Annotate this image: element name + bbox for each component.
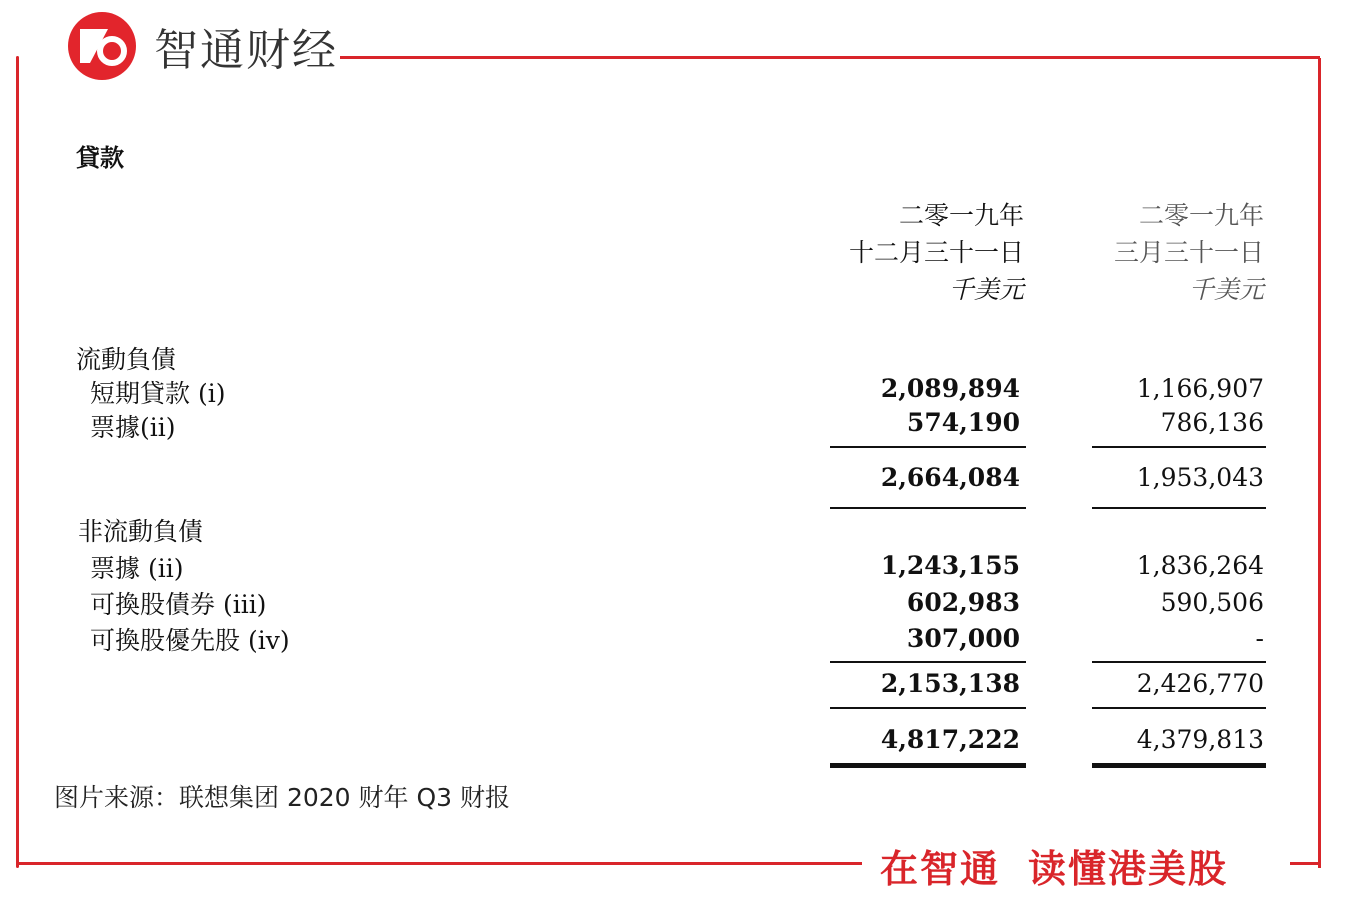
current-liabilities-heading: 流動負債 xyxy=(76,345,177,374)
row-value-dec: 2,089,894 xyxy=(880,374,1020,403)
total-dec: 4,817,222 xyxy=(880,725,1020,754)
slogan xyxy=(880,838,1228,893)
subtotal-rule xyxy=(830,507,1026,509)
frame-left-line xyxy=(16,56,19,868)
subtotal-rule xyxy=(830,446,1026,448)
current-subtotal-mar: 1,953,043 xyxy=(1136,463,1264,492)
row-label: 短期貸款 (i) xyxy=(90,379,226,408)
total-mar: 4,379,813 xyxy=(1136,725,1264,754)
subtotal-rule xyxy=(1092,661,1266,663)
total-double-rule xyxy=(1092,763,1266,768)
frame-top-line xyxy=(340,56,1320,59)
subtotal-rule xyxy=(1092,507,1266,509)
column-header-mar xyxy=(1040,197,1264,308)
column-header-date: 三月三十一日 xyxy=(1113,238,1264,267)
total-rule xyxy=(1092,707,1266,709)
column-header-date: 十二月三十一日 xyxy=(848,238,1024,267)
non-current-subtotal-dec: 2,153,138 xyxy=(880,669,1020,698)
row-value-dec: 1,243,155 xyxy=(880,551,1020,580)
slogan-right: 读懂港美股 xyxy=(1028,847,1229,891)
subtotal-rule xyxy=(1092,446,1266,448)
frame-bottom-right-line xyxy=(1290,862,1320,865)
slogan-left: 在智通 xyxy=(880,847,1001,891)
non-current-liabilities-heading: 非流動負債 xyxy=(78,517,204,546)
frame-right-line xyxy=(1318,58,1321,868)
row-value-mar: 786,136 xyxy=(1160,408,1264,437)
non-current-subtotal-mar: 2,426,770 xyxy=(1136,669,1264,698)
section-title: 貸款 xyxy=(76,144,124,172)
row-value-mar: 1,166,907 xyxy=(1136,374,1264,403)
row-label: 票據(ii) xyxy=(90,413,176,442)
column-header-unit: 千美元 xyxy=(1188,275,1264,304)
brand-name: 智通财经 xyxy=(154,25,338,76)
row-value-dec: 602,983 xyxy=(906,588,1020,617)
row-value-mar: 1,836,264 xyxy=(1136,551,1264,580)
column-header-year: 二零一九年 xyxy=(898,201,1024,230)
row-label: 票據 (ii) xyxy=(90,554,184,583)
total-rule xyxy=(830,707,1026,709)
column-header-unit: 千美元 xyxy=(948,275,1024,304)
frame-bottom-line xyxy=(16,862,862,865)
row-label: 可換股債券 (iii) xyxy=(90,590,267,619)
subtotal-rule xyxy=(830,661,1026,663)
row-value-mar: 590,506 xyxy=(1160,588,1264,617)
source-note: 图片来源：联想集团 2020 财年 Q3 财报 xyxy=(54,783,510,812)
column-header-year: 二零一九年 xyxy=(1138,201,1264,230)
current-subtotal-dec: 2,664,084 xyxy=(880,463,1020,492)
row-value-dec: 307,000 xyxy=(906,624,1020,653)
row-value-mar: - xyxy=(1255,624,1264,653)
row-value-dec: 574,190 xyxy=(906,408,1020,437)
zhitong-logo-icon xyxy=(68,12,136,80)
brand-logo xyxy=(68,12,338,80)
total-double-rule xyxy=(830,763,1026,768)
column-header-dec xyxy=(780,197,1024,308)
row-label: 可換股優先股 (iv) xyxy=(90,626,290,655)
